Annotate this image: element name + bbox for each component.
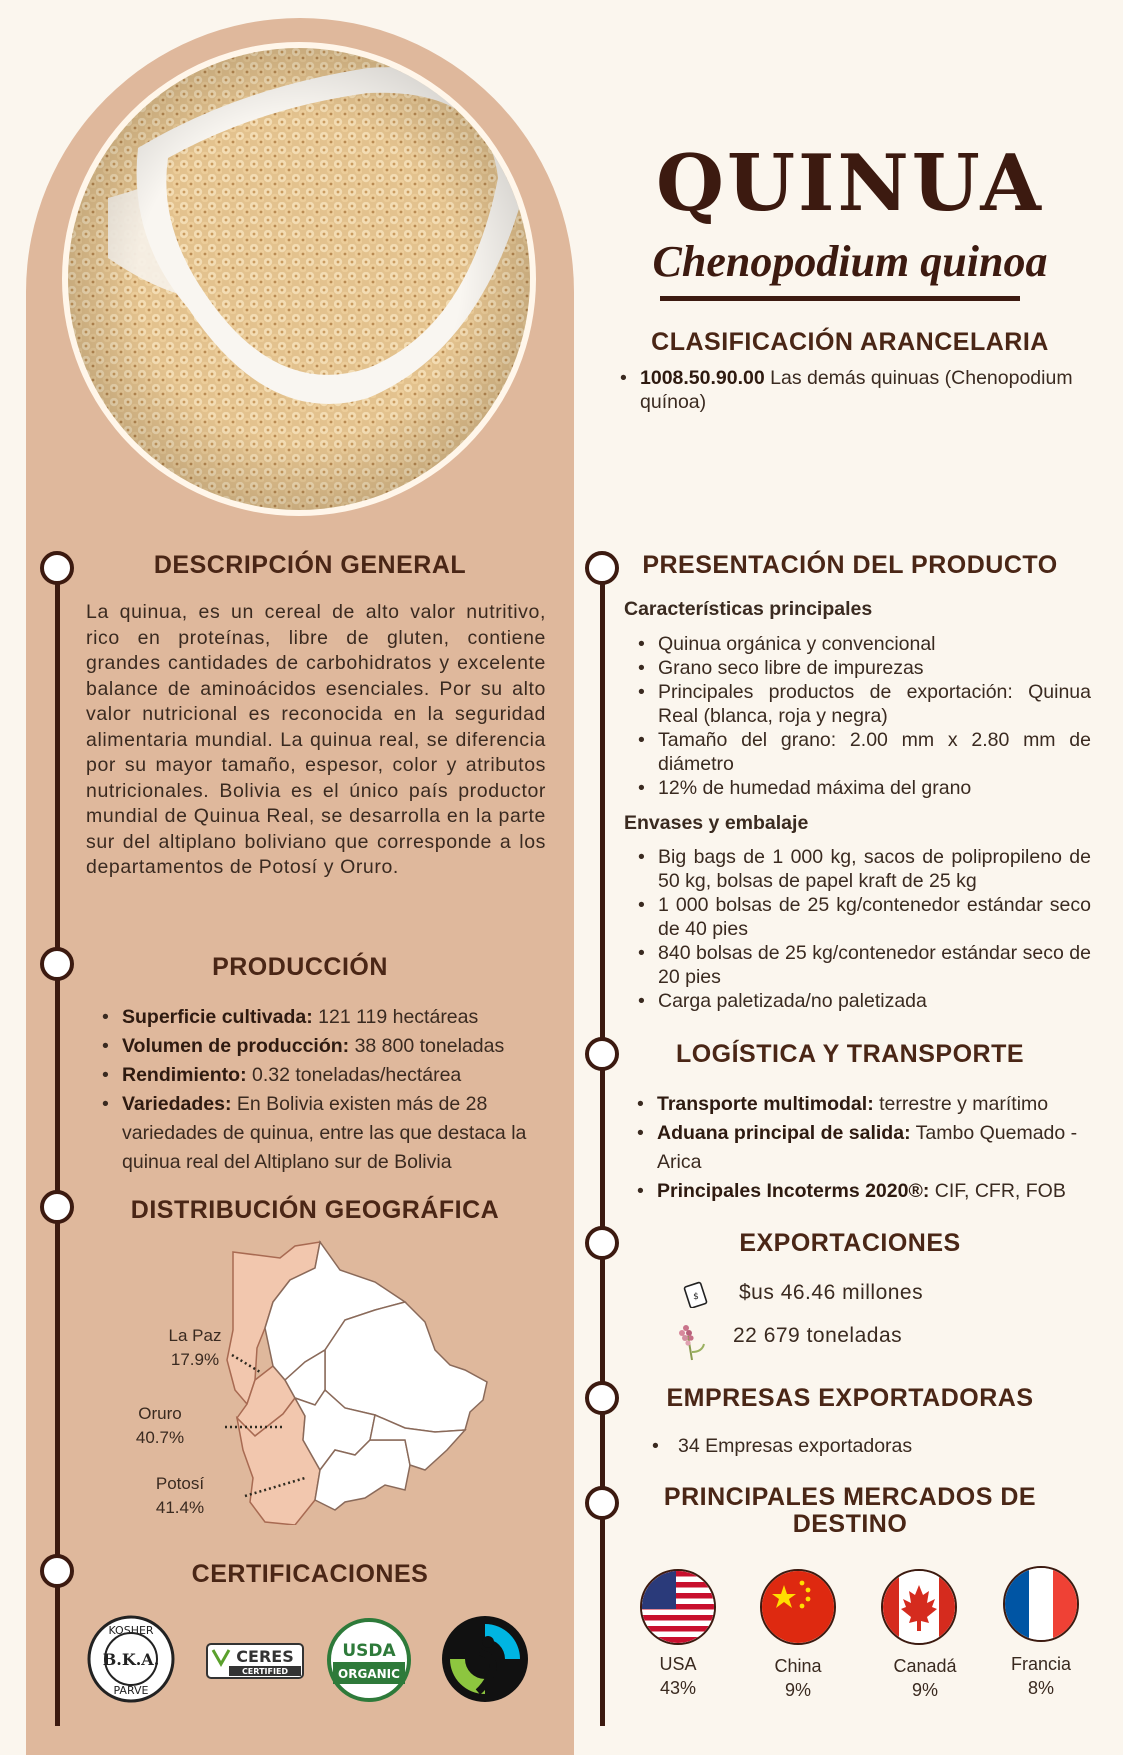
tariff-description: Las demás quinuas (Chenopodium quínoa) <box>640 367 1073 413</box>
timeline-dot <box>585 1381 619 1415</box>
caracteristicas-title: Características principales <box>624 598 873 620</box>
list-item: • Carga paletizada/no paletizada <box>636 989 1091 1013</box>
region-name: Potosí <box>155 1474 205 1493</box>
usda-organic-logo <box>327 1618 411 1707</box>
timeline-dot <box>40 1554 74 1588</box>
list-item: • Big bags de 1 000 kg, sacos de polipropileno de 50 kg, bolsas de papel kraft de 25 kg <box>636 845 1091 893</box>
timeline-dot <box>585 551 619 585</box>
descripcion-heading: DESCRIPCIÓN GENERAL <box>153 551 467 579</box>
produccion-label: Volumen de producción: <box>122 1035 350 1057</box>
caracteristicas-list <box>636 632 1091 800</box>
empresas-text: 34 Empresas exportadoras <box>678 1435 913 1457</box>
list-item: • Quinua orgánica y convencional <box>636 632 1091 656</box>
envases-list <box>636 845 1091 1013</box>
bka-text: B.K.A. <box>102 1650 160 1669</box>
produccion-heading: PRODUCCIÓN <box>212 953 388 981</box>
list-item: • 1 000 bolsas de 25 kg/contenedor estándar seco de 40 pies <box>636 893 1091 941</box>
quinoa-plant-icon <box>674 1322 708 1367</box>
certificaciones-heading: CERTIFICACIONES <box>191 1560 429 1588</box>
fairtrade-logo <box>440 1614 530 1709</box>
france-flag-icon <box>1003 1566 1079 1642</box>
clasificacion-heading: CLASIFICACIÓN ARANCELARIA <box>651 328 1049 356</box>
list-item <box>650 1434 1070 1458</box>
market-usa <box>628 1652 728 1700</box>
map-label-la-paz <box>150 1324 240 1372</box>
country-share: 9% <box>784 1680 811 1700</box>
timeline-dot <box>585 1037 619 1071</box>
country-share: 43% <box>659 1678 697 1698</box>
produccion-value: 38 800 toneladas <box>354 1035 505 1057</box>
country-name: Canadá <box>893 1656 957 1676</box>
produccion-value: 121 119 hectáreas <box>318 1006 479 1028</box>
presentacion-heading: PRESENTACIÓN DEL PRODUCTO <box>642 551 1058 579</box>
region-name: La Paz <box>168 1326 222 1345</box>
ceres-text: CERES <box>236 1647 294 1666</box>
svg-text:$: $ <box>693 1292 699 1302</box>
logistica-list <box>635 1090 1090 1206</box>
market-francia <box>991 1652 1091 1700</box>
exportaciones-volume: 22 679 toneladas <box>733 1324 903 1347</box>
produccion-label: Rendimiento: <box>122 1064 247 1086</box>
tariff-code: 1008.50.90.00 <box>640 367 765 389</box>
certified-text: CERTIFIED <box>241 1667 289 1676</box>
money-icon <box>682 1280 710 1313</box>
produccion-value: En Bolivia existen más de 28 variedades de quinua, entre las que destaca la quinua real del Altiplano sur de Bolivia <box>122 1093 527 1173</box>
exportaciones-value: $us 46.46 millones <box>739 1281 924 1304</box>
list-item: • Grano seco libre de impurezas <box>636 656 1091 680</box>
logistica-label: Transporte multimodal: <box>657 1093 874 1115</box>
usa-flag-icon <box>640 1569 716 1645</box>
kosher-text: KOSHER <box>108 1624 154 1637</box>
organic-text: ORGANIC <box>338 1667 400 1681</box>
empresas-list <box>650 1434 1070 1458</box>
logistica-value: Tambo Quemado - Arica <box>657 1122 1078 1173</box>
produccion-value: 0.32 toneladas/hectárea <box>252 1064 462 1086</box>
produccion-label: Superficie cultivada: <box>122 1006 313 1028</box>
country-name: USA <box>659 1654 697 1674</box>
list-item: • 840 bolsas de 25 kg/contenedor estándar seco de 20 pies <box>636 941 1091 989</box>
logistica-label: Principales Incoterms 2020®: <box>657 1180 930 1202</box>
distribucion-heading: DISTRIBUCIÓN GEOGRÁFICA <box>130 1196 500 1224</box>
usda-text: USDA <box>342 1641 396 1661</box>
list-item <box>635 1177 1090 1206</box>
list-item <box>635 1090 1090 1119</box>
timeline-dot <box>585 1486 619 1520</box>
kosher-bka-logo <box>86 1614 176 1709</box>
mercados-heading: PRINCIPALES MERCADOS DE DESTINO <box>663 1483 1037 1538</box>
country-share: 8% <box>1027 1678 1054 1698</box>
list-item: • 12% de humedad máxima del grano <box>636 776 1091 800</box>
envases-title: Envases y embalaje <box>624 812 809 834</box>
parve-text: PARVE <box>113 1684 149 1697</box>
country-name: Francia <box>1010 1654 1072 1674</box>
map-label-potosi <box>135 1472 225 1520</box>
logistica-heading: LOGÍSTICA Y TRANSPORTE <box>675 1040 1025 1068</box>
timeline-dot <box>585 1226 619 1260</box>
logistica-label: Aduana principal de salida: <box>657 1122 911 1144</box>
market-canada <box>875 1654 975 1702</box>
canada-flag-icon <box>881 1569 957 1645</box>
empresas-heading: EMPRESAS EXPORTADORAS <box>666 1384 1034 1412</box>
region-share: 17.9% <box>170 1350 220 1369</box>
produccion-label: Variedades: <box>122 1093 232 1115</box>
country-name: China <box>774 1656 822 1676</box>
region-name: Oruro <box>138 1404 182 1423</box>
market-china <box>748 1654 848 1702</box>
list-item: • Tamaño del grano: 2.00 mm x 2.80 mm de diámetro <box>636 728 1091 776</box>
china-flag-icon <box>760 1569 836 1645</box>
region-share: 40.7% <box>135 1428 185 1447</box>
logistica-value: terrestre y marítimo <box>879 1093 1049 1115</box>
page-title: QUINUA <box>656 138 1044 229</box>
region-share: 41.4% <box>155 1498 205 1517</box>
map-label-oruro <box>115 1402 205 1450</box>
exportaciones-heading: EXPORTACIONES <box>739 1229 961 1257</box>
country-share: 9% <box>911 1680 938 1700</box>
list-item: • Principales productos de exportación: Quinua Real (blanca, roja y negra) <box>636 680 1091 728</box>
ceres-certified-logo <box>205 1638 305 1689</box>
list-item <box>635 1119 1090 1177</box>
logistica-value: CIF, CFR, FOB <box>934 1180 1066 1202</box>
scientific-name: Chenopodium quinoa <box>652 237 1048 286</box>
descripcion-text: La quinua, es un cereal de alto valor nutritivo, rico en proteínas, libre de gluten, contiene grandes cantidades de carbohidratos y excelente balance de aminoácidos esenciales. Por su alto valor nutricional es reconocida en la seguridad alimentaria mundial. La quinua real, se diferencia por su mayor tamaño, espesor, color y atributos nutricionales. Bolivia es el único país productor mundial de Quinua Real, se desarrolla en la parte sur del altiplano boliviano que corresponde a los departamentos de Potosí y Oruro. <box>86 601 546 878</box>
